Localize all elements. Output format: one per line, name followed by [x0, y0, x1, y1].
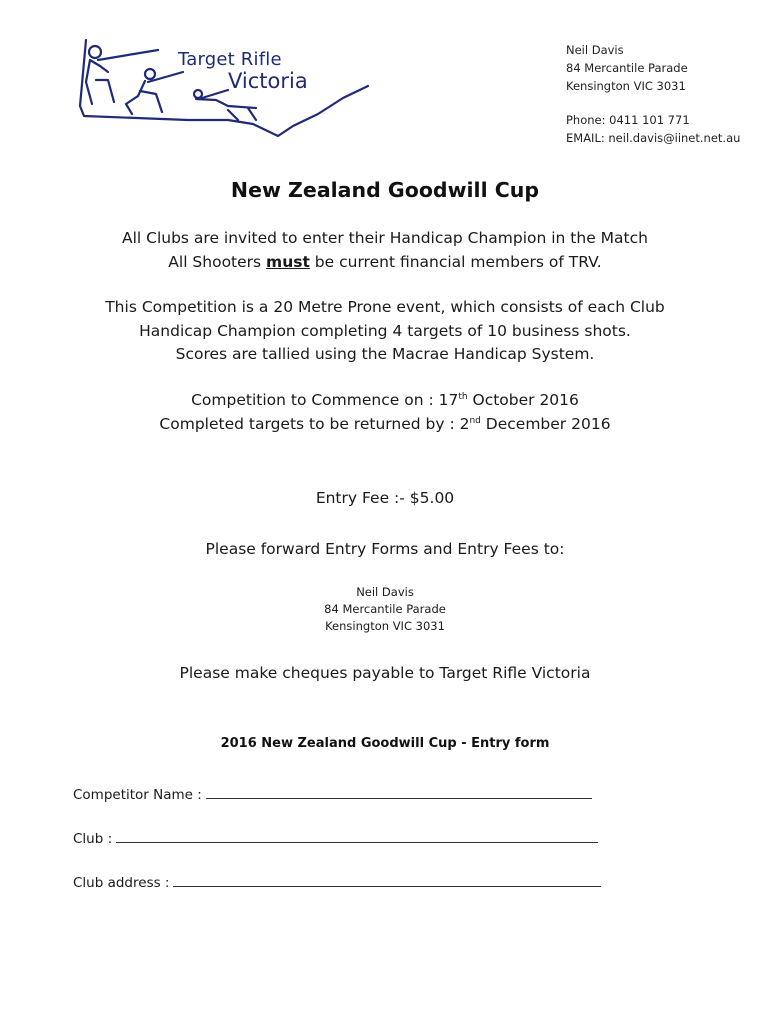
description-line1: This Competition is a 20 Metre Prone event, which consists of each Club [105, 298, 665, 316]
intro-line2: All Shooters must be current financial members of TRV. [168, 252, 602, 271]
cheques-instructions: Please make cheques payable to Target Rifle Victoria [179, 664, 591, 682]
club-input[interactable] [116, 830, 598, 843]
intro-line1: All Clubs are invited to enter their Handicap Champion in the Match [122, 229, 648, 247]
entry-fee: Entry Fee :- $5.00 [315, 489, 455, 507]
contact-block [566, 41, 740, 147]
club-field [73, 830, 598, 847]
trv-logo [78, 36, 378, 146]
description-paragraph [0, 296, 770, 367]
description-line2: Handicap Champion completing 4 targets of 10 business shots. [139, 321, 631, 340]
club-address-field [73, 874, 601, 891]
forward-address-name: Neil Davis [356, 585, 414, 599]
intro-paragraph [0, 227, 770, 274]
contact-phone: Phone: 0411 101 771 [566, 113, 690, 127]
club-address-input[interactable] [173, 874, 601, 887]
competitor-name-input[interactable] [206, 786, 592, 799]
dates-paragraph [0, 389, 770, 436]
contact-street: 84 Mercantile Parade [566, 61, 688, 75]
contact-city: Kensington VIC 3031 [566, 79, 686, 93]
forward-address [0, 584, 770, 635]
contact-name: Neil Davis [566, 43, 624, 57]
competitor-name-field [73, 786, 592, 803]
logo-title-line1: Target Rifle [178, 49, 282, 70]
forward-instructions: Please forward Entry Forms and Entry Fees to: [205, 540, 565, 558]
entry-form-title: 2016 New Zealand Goodwill Cup - Entry form [220, 736, 550, 751]
logo-title-line2: Victoria [228, 69, 308, 93]
must-emphasis: must [266, 252, 310, 271]
commence-date: Competition to Commence on : 17th October 2016 [191, 391, 579, 409]
club-address-label: Club address : [73, 875, 170, 891]
club-label: Club : [73, 831, 113, 847]
forward-address-street: 84 Mercantile Parade [324, 602, 446, 616]
competitor-name-label: Competitor Name : [73, 787, 202, 803]
description-line3: Scores are tallied using the Macrae Handicap System. [175, 345, 595, 363]
return-date: Completed targets to be returned by : 2nd December 2016 [159, 414, 611, 433]
forward-address-city: Kensington VIC 3031 [325, 619, 445, 633]
page-title: New Zealand Goodwill Cup [230, 178, 540, 202]
contact-email: EMAIL: neil.davis@iinet.net.au [566, 131, 741, 145]
